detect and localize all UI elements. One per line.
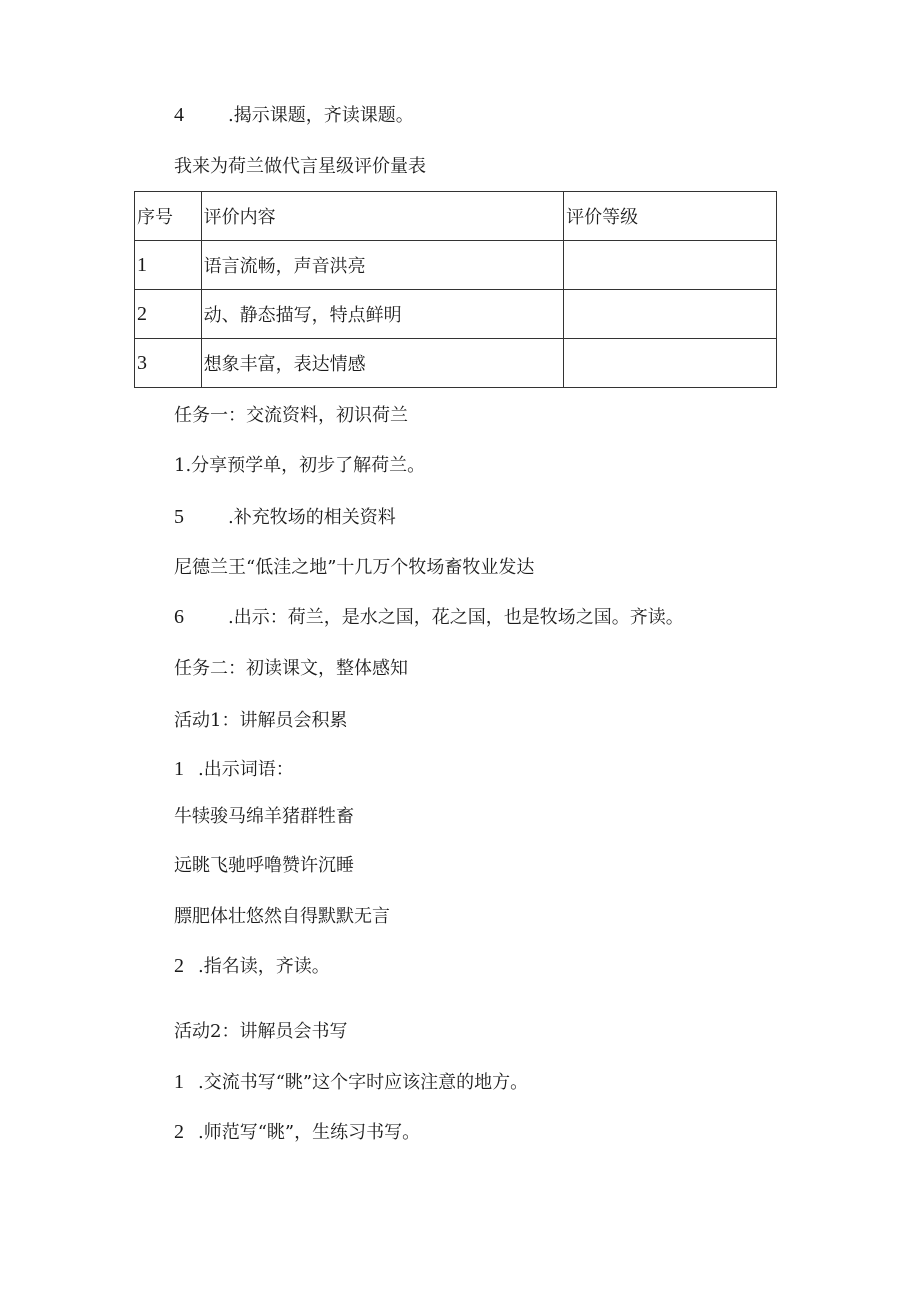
row-index: 2 bbox=[135, 290, 202, 339]
row-index: 3 bbox=[135, 339, 202, 388]
activity-1-step-2 bbox=[174, 954, 330, 979]
task-2-heading: 任务二：初读课文，整体感知 bbox=[174, 658, 408, 679]
word-group-3: 膘肥体壮悠然自得默默无言 bbox=[174, 906, 390, 927]
activity-2-step-2 bbox=[174, 1120, 420, 1145]
step-6-line bbox=[174, 605, 684, 630]
task-1-heading: 任务一：交流资料，初识荷兰 bbox=[174, 405, 408, 426]
word-group-1: 牛犊骏马绵羊猪群牲畜 bbox=[174, 806, 354, 827]
step-text: .出示词语： bbox=[198, 759, 294, 780]
step-4-line bbox=[174, 103, 414, 128]
table-row bbox=[135, 241, 777, 290]
step-text: .补充牧场的相关资料 bbox=[228, 507, 396, 528]
evaluation-table bbox=[134, 191, 777, 388]
row-grade bbox=[564, 290, 777, 339]
step-text: .师范写“眺”，生练习书写。 bbox=[198, 1122, 421, 1143]
header-content: 评价内容 bbox=[201, 192, 564, 241]
step-number: 2 bbox=[174, 955, 184, 977]
row-content: 语言流畅，声音洪亮 bbox=[201, 241, 564, 290]
step-text: .揭示课题，齐读课题。 bbox=[228, 105, 414, 126]
row-index: 1 bbox=[135, 241, 202, 290]
activity-2-step-1 bbox=[174, 1070, 528, 1095]
step-5-line bbox=[174, 505, 396, 530]
step-number: 1 bbox=[174, 1071, 184, 1093]
netherlands-info-line: 尼德兰王“低洼之地”十几万个牧场畜牧业发达 bbox=[174, 557, 535, 578]
step-number: 1 bbox=[174, 758, 184, 780]
step-number: 2 bbox=[174, 1121, 184, 1143]
header-index: 序号 bbox=[135, 192, 202, 241]
step-text: .交流书写“眺”这个字时应该注意的地方。 bbox=[198, 1072, 529, 1093]
row-grade bbox=[564, 241, 777, 290]
step-number: 4 bbox=[174, 104, 184, 126]
activity-1-step-1 bbox=[174, 757, 294, 782]
header-grade: 评价等级 bbox=[564, 192, 777, 241]
activity-2-heading: 活动2：讲解员会书写 bbox=[174, 1021, 348, 1042]
step-text: .出示：荷兰，是水之国，花之国，也是牧场之国。齐读。 bbox=[228, 607, 684, 628]
row-content: 动、静态描写，特点鲜明 bbox=[201, 290, 564, 339]
step-number: 5 bbox=[174, 506, 184, 528]
activity-1-heading: 活动1：讲解员会积累 bbox=[174, 710, 348, 731]
step-text: .指名读，齐读。 bbox=[198, 956, 330, 977]
step-1-preview-line: 1.分享预学单，初步了解荷兰。 bbox=[174, 455, 426, 476]
row-grade bbox=[564, 339, 777, 388]
table-row bbox=[135, 339, 777, 388]
table-header-row bbox=[135, 192, 777, 241]
table-title: 我来为荷兰做代言星级评价量表 bbox=[174, 156, 426, 177]
word-group-2: 远眺飞驰呼噜赞许沉睡 bbox=[174, 855, 354, 876]
step-number: 6 bbox=[174, 606, 184, 628]
table-row bbox=[135, 290, 777, 339]
row-content: 想象丰富，表达情感 bbox=[201, 339, 564, 388]
